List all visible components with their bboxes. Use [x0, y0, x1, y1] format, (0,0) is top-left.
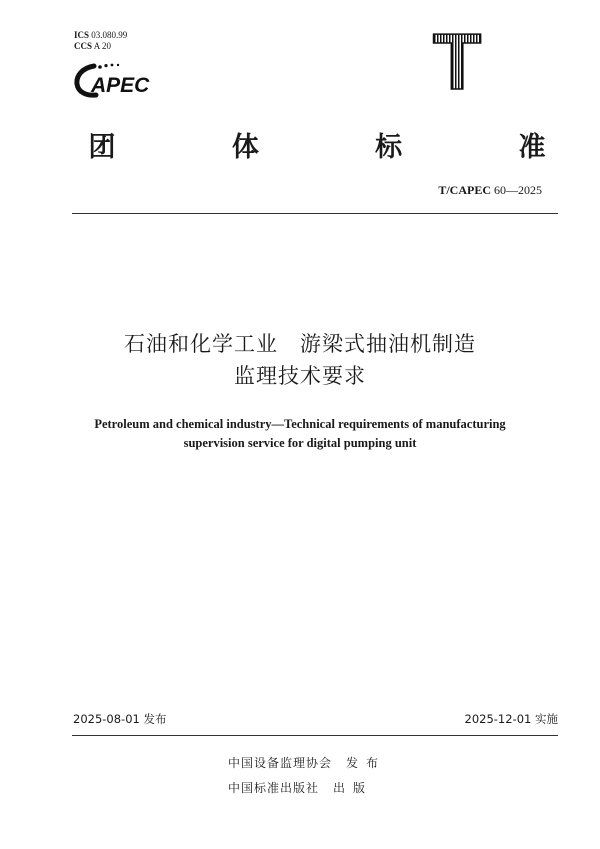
logo-wordmark: APEC [91, 74, 150, 97]
issuer-line [228, 754, 386, 771]
standard-letter-mark [425, 26, 489, 94]
ccs-code: CCS A 20 [74, 41, 112, 51]
ics-code: ICS 03.080.99 [74, 30, 128, 40]
issuer-action: 发布 [346, 756, 387, 770]
standard-type-heading [82, 125, 552, 164]
publisher-name: 中国标准出版社 [228, 781, 320, 795]
title-chinese-line2: 监理技术要求 [234, 364, 366, 388]
svg-text:T: T [432, 26, 482, 94]
title-english-line2: supervision service for digital pumping unit [183, 436, 417, 450]
capec-logo [74, 62, 170, 98]
bottom-divider [72, 735, 558, 736]
standard-type-char: 团 [88, 132, 116, 163]
standard-type-char: 准 [518, 132, 546, 163]
implementation-date: 2025-12-01 实施 [464, 712, 558, 726]
top-divider [72, 213, 558, 214]
title-chinese-line1: 石油和化学工业 游梁式抽油机制造 [124, 332, 476, 356]
title-english-line1: Petroleum and chemical industry—Technical requirements of manufacturing [94, 417, 506, 431]
standard-type-char: 体 [231, 132, 259, 163]
issue-date: 2025-08-01 发布 [73, 712, 167, 726]
publisher-line [228, 779, 373, 796]
standard-number: T/CAPEC 60—2025 [438, 183, 542, 197]
classification-codes [74, 30, 127, 52]
issuer-name: 中国设备监理协会 [228, 756, 333, 770]
publisher-action: 出版 [333, 781, 374, 795]
standard-type-char: 标 [375, 132, 403, 163]
